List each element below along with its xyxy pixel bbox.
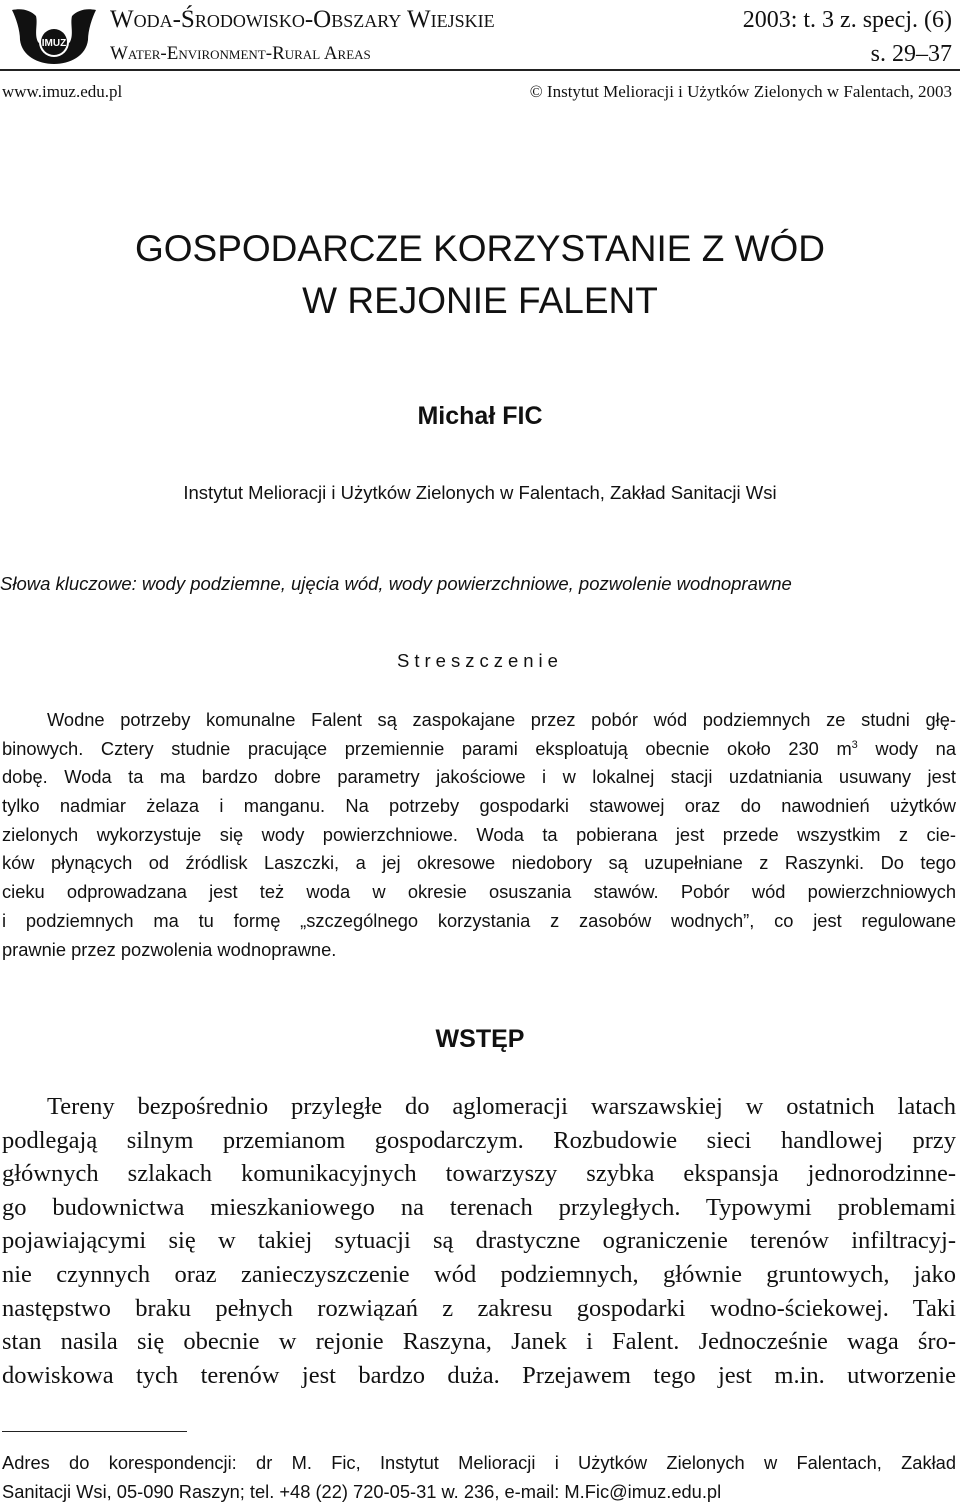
body-text [2, 1090, 956, 1392]
abstract [2, 706, 956, 964]
abstract-line: zielonych wykorzystuje się wody powierzchniowe. Woda ta pobierana jest przede wszystkim z cie- [2, 823, 956, 845]
author: Michał FIC [417, 402, 543, 430]
abstract-line: tylko nadmiar żelaza i manganu. Na potrzeby gospodarki stawowej oraz do nawodnień użytków [2, 795, 956, 817]
abstract-text: wody na [857, 737, 956, 759]
abstract-line: dobę. Woda ta ma bardzo dobre parametry jakościowe i w lokalnej stacji uzdatniania usuwany jest [2, 766, 956, 788]
header-divider [0, 69, 960, 71]
abstract-line: Wodne potrzeby komunalne Falent są zaspokajane przez pobór wód podziemnych ze studni głę- [47, 709, 956, 730]
article-title-line-2: W REJONIE FALENT [302, 280, 658, 321]
body-line: go budownictwa mieszkaniowego na terenach przyległych. Typowymi problemami [2, 1193, 956, 1221]
abstract-line: cieku odprowadzana jest też woda w okresie osuszania stawów. Pobór wód powierzchniowych [2, 881, 956, 903]
body-line: dowiskowa tych terenów jest bardzo duża. Przejawem tego jest m.in. utworzenie [2, 1361, 956, 1389]
abstract-line: ków płynących od źródlisk Laszczki, a jej okresowe niedobory są uzupełniane z Raszynki. Do tego [2, 852, 956, 874]
body-line: następstwo braku pełnych rozwiązań z zakresu gospodarki wodno-ściekowej. Taki [2, 1294, 956, 1322]
body-line: stan nasila się obecnie w rejonie Raszyna, Janek i Falent. Jednocześnie waga śro- [2, 1328, 956, 1356]
journal-volume: 2003: t. 3 z. specj. (6) [742, 7, 952, 33]
imuz-logo [8, 4, 100, 66]
copyright: © Instytut Melioracji i Użytków Zielonych w Falentach, 2003 [529, 82, 952, 101]
section-heading: WSTĘP [435, 1025, 525, 1053]
journal-title-pl: Woda-Środowisko-Obszary Wiejskie [110, 6, 495, 33]
abstract-line: i podziemnych ma tu formę „szczególnego korzystania z zasobów wodnych”, co jest regulowane [2, 909, 956, 931]
website-link[interactable]: www.imuz.edu.pl [2, 82, 123, 101]
footnote [2, 1448, 956, 1506]
superscript: 3 [851, 738, 858, 751]
body-line: nie czynnych oraz zanieczyszczenie wód podziemnych, głównie gruntowych, jako [2, 1260, 956, 1288]
journal-pages: s. 29–37 [870, 41, 952, 67]
body-line: Tereny bezpośrednio przyległe do aglomeracji warszawskiej w ostatnich latach [47, 1093, 956, 1120]
svg-text:IMUZ: IMUZ [41, 38, 67, 49]
footnote-line: Adres do korespondencji: dr M. Fic, Instytut Melioracji i Użytków Zielonych w Falentach, Zakład [2, 1452, 956, 1473]
body-line: pojawiającymi się w takiej sytuacji są drastyczne ograniczenie terenów infiltracyj- [2, 1227, 956, 1255]
journal-title-en: Water-Environment-Rural Areas [110, 43, 371, 64]
body-line: głównych szlakach komunikacyjnych towarzyszy szybka ekspansja jednorodzinne- [2, 1160, 956, 1188]
footnote-line: Sanitacji Wsi, 05-090 Raszyn; tel. +48 (22) 720-05-31 w. 236, e-mail: M.Fic@imuz.edu.pl [2, 1481, 722, 1502]
article-title-line-1: GOSPODARCZE KORZYSTANIE Z WÓD [134, 228, 826, 269]
abstract-text: binowych. Cztery studnie pracujące przemiennie parami eksploatują obecnie około 230 m [2, 737, 852, 759]
keywords: Słowa kluczowe: wody podziemne, ujęcia wód, wody powierzchniowe, pozwolenie wodnoprawne [0, 573, 792, 594]
abstract-line [2, 735, 956, 764]
affiliation: Instytut Melioracji i Użytków Zielonych w Falentach, Zakład Sanitacji Wsi [183, 482, 777, 503]
abstract-line: prawnie przez pozwolenia wodnoprawne. [2, 938, 337, 960]
footnote-divider [2, 1431, 187, 1432]
body-line: podlegają silnym przemianom gospodarczym. Rozbudowie sieci handlowej przy [2, 1126, 956, 1154]
abstract-heading: Streszczenie [397, 650, 563, 671]
